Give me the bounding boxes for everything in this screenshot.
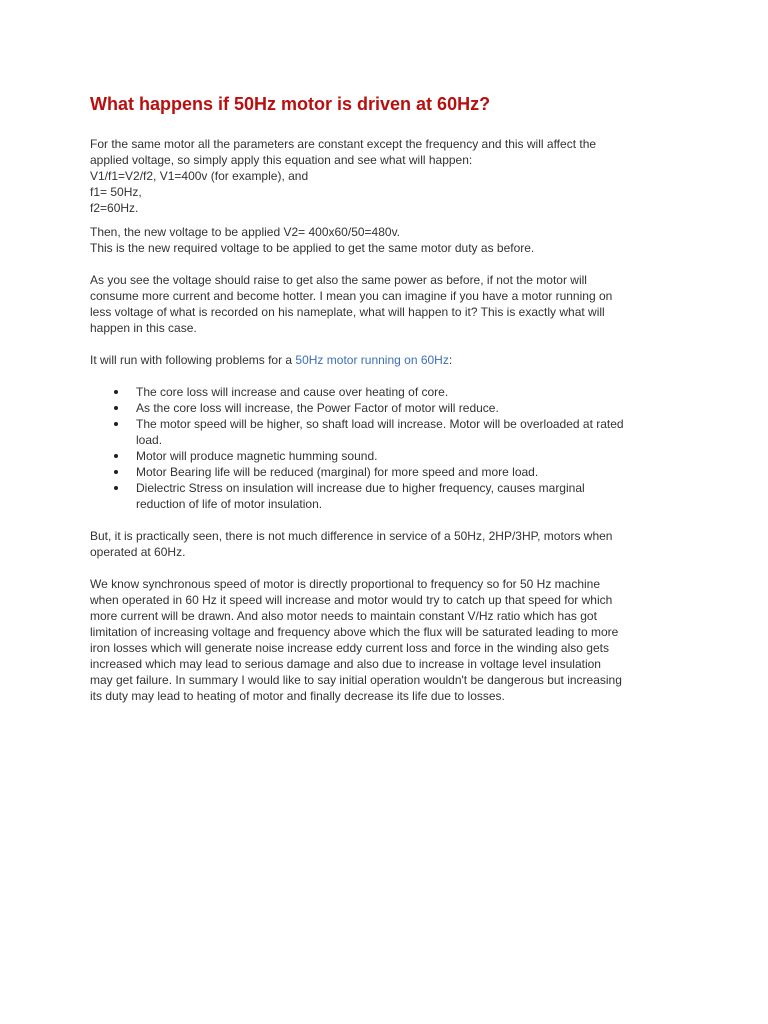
conclusion-line: when operated in 60 Hz it speed will increase and motor would try to catch up that speed for which <box>90 593 613 607</box>
intro-line: For the same motor all the parameters are constant except the frequency and this will affect the <box>90 137 597 151</box>
explanation-line: happen in this case. <box>90 321 197 335</box>
explanation-line: consume more current and become hotter. I mean you can imagine if you have a motor running on <box>90 289 613 303</box>
list-item-text: The core loss will increase and cause over heating of core. <box>136 385 449 399</box>
list-item-text: Motor will produce magnetic humming sound. <box>136 449 378 463</box>
list-item <box>90 464 680 480</box>
conclusion-paragraph <box>90 576 680 704</box>
equation-line: V1/f1=V2/f2, V1=400v (for example), and <box>90 169 309 183</box>
practical-line: operated at 60Hz. <box>90 545 186 559</box>
explanation-paragraph <box>90 272 680 336</box>
bullet-icon <box>114 390 118 394</box>
result-line: Then, the new voltage to be applied V2= 400x60/50=480v. <box>90 225 401 239</box>
practical-line: But, it is practically seen, there is not much difference in service of a 50Hz, 2HP/3HP, motors when <box>90 529 613 543</box>
conclusion-line: more current will be drawn. And also motor needs to maintain constant V/Hz ratio which has got <box>90 609 597 623</box>
motor-60hz-link[interactable]: 50Hz motor running on 60Hz <box>295 353 449 367</box>
practical-paragraph <box>90 528 680 560</box>
conclusion-line: limitation of increasing voltage and frequency above which the flux will be saturated leading to more <box>90 625 619 639</box>
equation-line: f2=60Hz. <box>90 201 139 215</box>
conclusion-line: iron losses which will generate noise increase eddy current loss and force in the winding also gets <box>90 641 609 655</box>
document-page <box>90 93 680 704</box>
explanation-line: less voltage of what is recorded on his nameplate, what will happen to it? This is exactly what will <box>90 305 605 319</box>
list-item-text: load. <box>136 433 163 447</box>
problems-intro-suffix: : <box>448 353 453 367</box>
list-item <box>90 448 680 464</box>
problems-intro-text: It will run with following problems for a <box>90 353 296 367</box>
list-item-text: reduction of life of motor insulation. <box>136 497 323 511</box>
page-title: What happens if 50Hz motor is driven at 60Hz? <box>90 94 491 114</box>
list-item <box>90 400 680 416</box>
problems-list <box>90 384 680 512</box>
list-item-text: Motor Bearing life will be reduced (marginal) for more speed and more load. <box>136 465 539 479</box>
list-item-text: Dielectric Stress on insulation will increase due to higher frequency, causes marginal <box>136 481 585 495</box>
list-item <box>90 384 680 400</box>
list-item <box>90 416 680 448</box>
conclusion-line: its duty may lead to heating of motor and finally decrease its life due to losses. <box>90 689 505 703</box>
conclusion-line: may get failure. In summary I would like to say initial operation wouldn't be dangerous but increasing <box>90 673 622 687</box>
problems-intro-paragraph <box>90 352 680 368</box>
conclusion-line: increased which may lead to serious damage and also due to increase in voltage level insulation <box>90 657 601 671</box>
equation-line: f1= 50Hz, <box>90 185 142 199</box>
bullet-icon <box>114 454 118 458</box>
result-paragraph <box>90 224 680 256</box>
explanation-line: As you see the voltage should raise to get also the same power as before, if not the motor will <box>90 273 587 287</box>
list-item-text: The motor speed will be higher, so shaft load will increase. Motor will be overloaded at rated <box>136 417 624 431</box>
list-item <box>90 480 680 512</box>
list-item-text: As the core loss will increase, the Power Factor of motor will reduce. <box>136 401 499 415</box>
bullet-icon <box>114 470 118 474</box>
conclusion-line: We know synchronous speed of motor is directly proportional to frequency so for 50 Hz machine <box>90 577 601 591</box>
bullet-icon <box>114 486 118 490</box>
result-line: This is the new required voltage to be applied to get the same motor duty as before. <box>90 241 535 255</box>
intro-paragraph <box>90 136 680 216</box>
bullet-icon <box>114 422 118 426</box>
intro-line: applied voltage, so simply apply this equation and see what will happen: <box>90 153 473 167</box>
bullet-icon <box>114 406 118 410</box>
